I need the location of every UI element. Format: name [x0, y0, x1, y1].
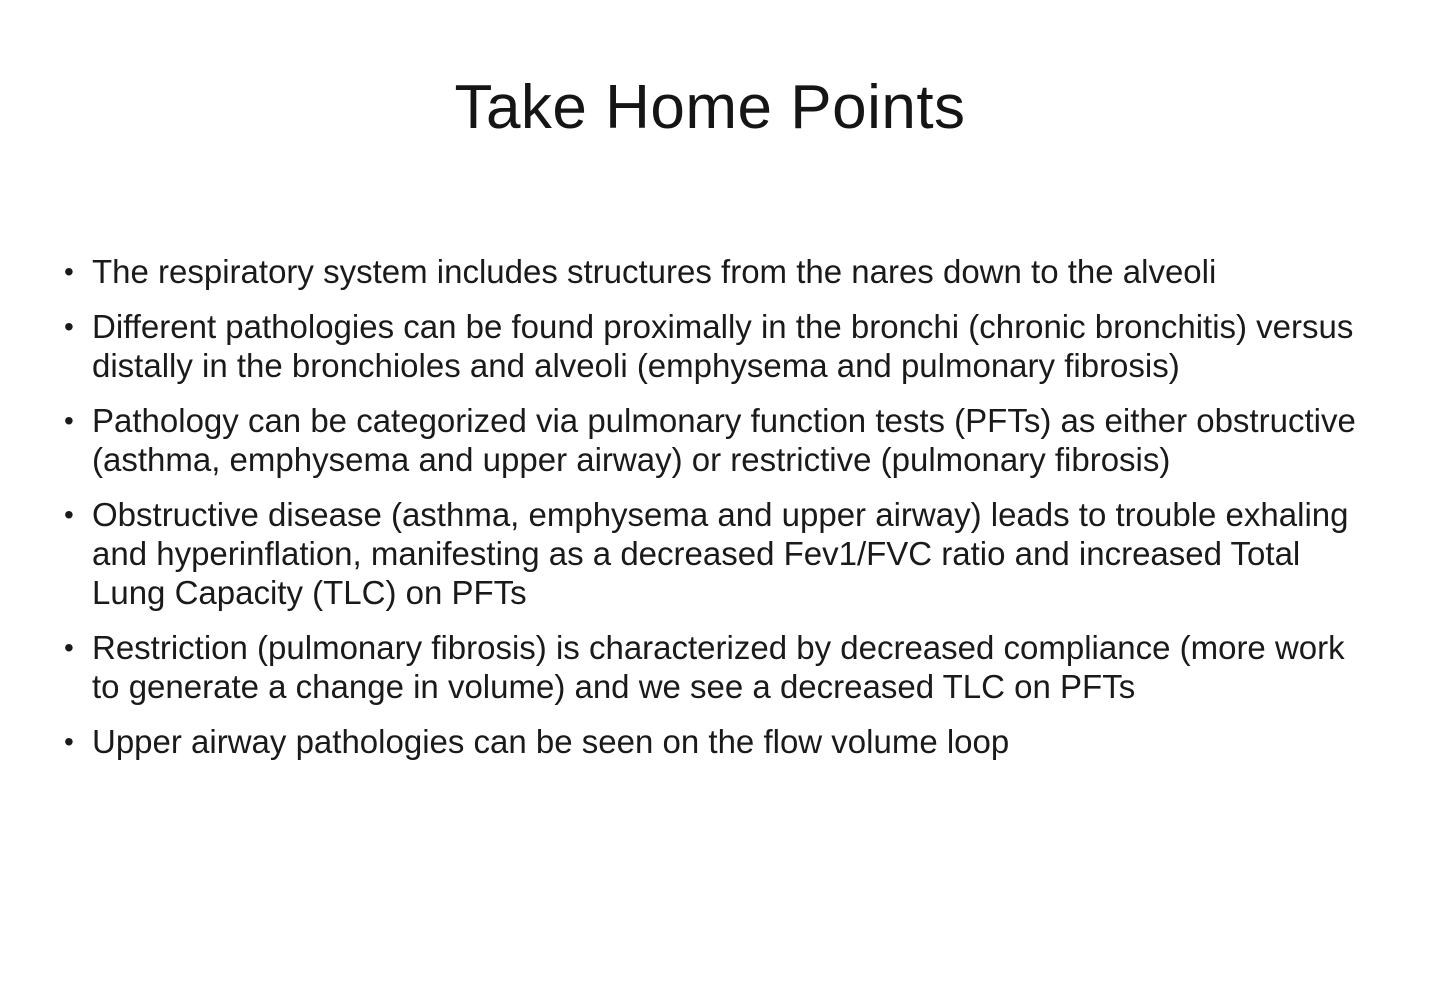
- point-restriction: [58, 628, 1378, 706]
- point-obstructive-disease: [58, 495, 1378, 612]
- point-text: Different pathologies can be found proximally in the bronchi (chronic bronchitis) versus distally in the bronchioles and alveoli (emphysema and pulmonary fibrosis): [92, 308, 1354, 384]
- point-text: Restriction (pulmonary fibrosis) is characterized by decreased compliance (more work to generate a change in volume) and we see a decreased TLC on PFTs: [92, 629, 1345, 705]
- point-text: The respiratory system includes structures from the nares down to the alveoli: [92, 253, 1217, 290]
- bullet-icon: •: [64, 726, 74, 757]
- point-pft-categorization: [58, 401, 1378, 479]
- bullet-icon: •: [64, 256, 74, 287]
- take-home-points-list: [58, 252, 1378, 761]
- bullet-icon: •: [64, 499, 74, 530]
- point-text: Upper airway pathologies can be seen on the flow volume loop: [92, 723, 1010, 760]
- bullet-icon: •: [64, 632, 74, 663]
- slide-title: Take Home Points: [454, 73, 966, 142]
- point-pathology-location: [58, 307, 1378, 385]
- point-respiratory-system: [58, 252, 1378, 291]
- point-upper-airway: [58, 722, 1378, 761]
- bullet-icon: •: [64, 405, 74, 436]
- point-text: Obstructive disease (asthma, emphysema and upper airway) leads to trouble exhaling and hyperinflation, manifesting as a decreased Fev1/FVC ratio and increased Total Lung Capacity (TLC) on PFTs: [92, 496, 1349, 611]
- bullet-icon: •: [64, 311, 74, 342]
- point-text: Pathology can be categorized via pulmonary function tests (PFTs) as either obstructive (asthma, emphysema and upper airway) or restrictive (pulmonary fibrosis): [92, 402, 1356, 478]
